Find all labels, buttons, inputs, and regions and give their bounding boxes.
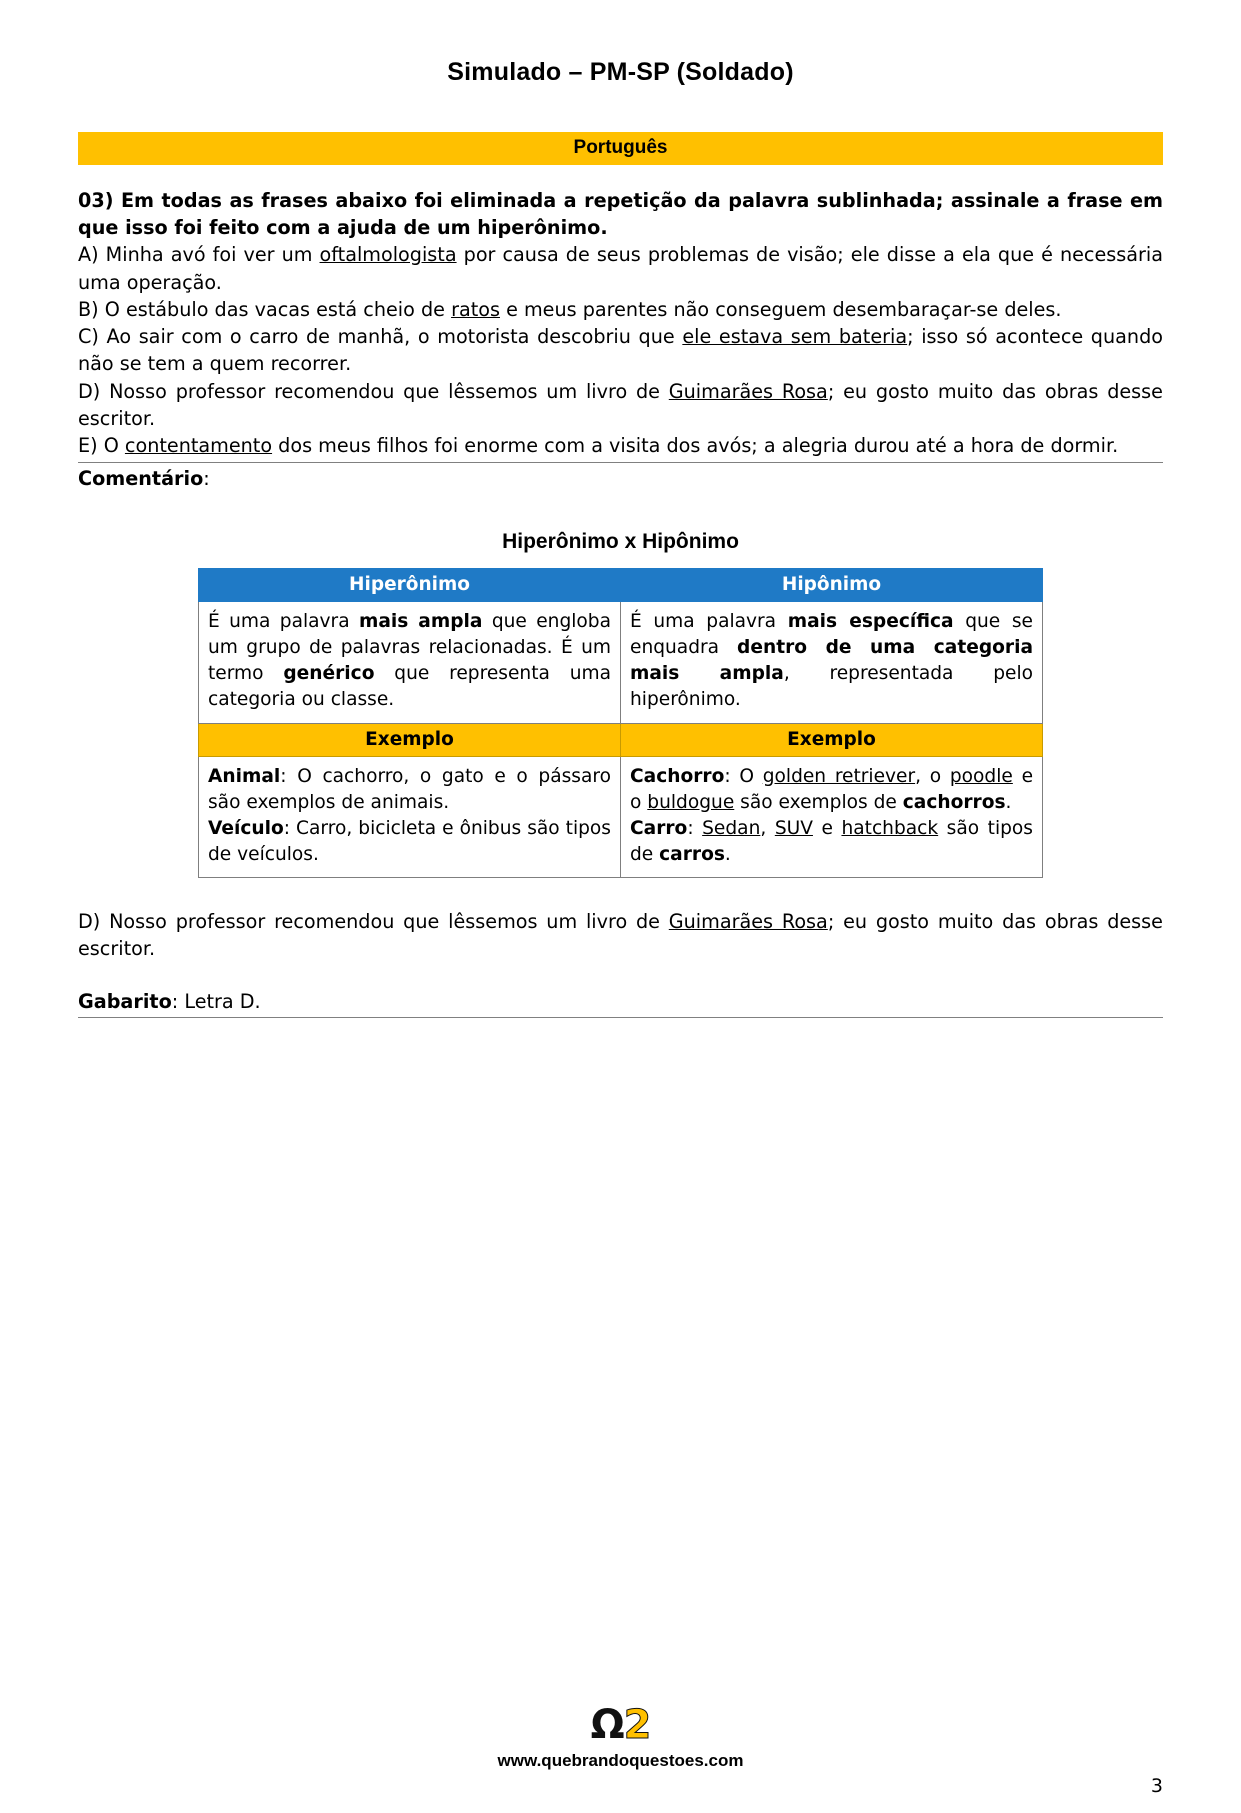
alternative-b-pre: O estábulo das vacas está cheio de — [98, 297, 452, 321]
example-right-cachorro-colon: : — [724, 765, 740, 787]
example-left-animal — [208, 764, 611, 816]
alternative-d-pre: Nosso professor recomendou que lêssemos um livro de — [100, 379, 669, 403]
example-right-carro-tail-bold: carros — [659, 843, 725, 865]
document-content — [78, 187, 1163, 1018]
example-right-cachorro-u3: buldogue — [647, 791, 735, 813]
def-left-part2: que engloba um grupo de palavras relacionadas. É um termo — [208, 611, 611, 685]
definition-hiponimo-text — [630, 609, 1033, 713]
example-right-carro — [630, 816, 1033, 868]
page-footer — [0, 1702, 1241, 1771]
example-left-veiculo-colon: : — [283, 817, 297, 839]
alternative-d — [78, 378, 1163, 433]
alternative-e — [78, 432, 1163, 459]
alternative-e-letter: E) — [78, 434, 98, 458]
examples-hiperonimo — [199, 756, 621, 877]
def-left-part1: É uma palavra — [208, 611, 359, 633]
example-right-cachorro-lead: O — [739, 765, 763, 787]
page-title: Simulado – PM-SP (Soldado) — [447, 58, 794, 86]
example-right-cachorro-sep2: e o — [630, 765, 1034, 813]
alternative-b-letter: B) — [78, 297, 99, 321]
omega-icon: Ω — [590, 1702, 624, 1748]
example-right-cachorro-tail-post: . — [1005, 791, 1012, 813]
example-right-carro-u3: hatchback — [841, 817, 939, 839]
example-left-animal-text: O cachorro, o gato e o pássaro são exemplos de animais. — [208, 765, 611, 813]
example-left-animal-colon: : — [280, 765, 298, 787]
alternative-c-post: ; isso só acontece quando não se tem a quem recorrer. — [78, 325, 1163, 376]
resolution-underlined: Guimarães Rosa — [668, 909, 828, 933]
example-right-carro-sep1: , — [760, 817, 775, 839]
alternative-d-underlined: Guimarães Rosa — [668, 379, 828, 403]
alternative-d-post: ; eu gosto muito das obras desse escritor. — [78, 379, 1163, 430]
example-right-carro-colon: : — [687, 817, 703, 839]
alternative-d-letter: D) — [78, 379, 101, 403]
footer-website-url: www.quebrandoquestoes.com — [497, 1751, 744, 1770]
document-page — [0, 58, 1241, 1813]
example-right-carro-tail-post: . — [724, 843, 731, 865]
example-right-carro-sep2: e — [812, 817, 842, 839]
question-block — [78, 187, 1163, 460]
alternative-b — [78, 296, 1163, 323]
alternative-c — [78, 323, 1163, 378]
example-right-carro-tail-pre: são tipos de — [630, 817, 1033, 865]
subject-banner-portugues: Português — [78, 132, 1163, 165]
gabarito-label: Gabarito — [78, 990, 172, 1014]
def-left-part3: que representa uma categoria ou classe. — [208, 663, 611, 711]
gabarito-line — [78, 990, 1163, 1013]
example-right-carro-u2: SUV — [774, 817, 813, 839]
comentario-colon: : — [203, 466, 210, 490]
example-right-cachorro — [630, 764, 1033, 816]
definition-hiperonimo — [199, 602, 621, 723]
question-stem: 03) Em todas as frases abaixo foi eliminada a repetição da palavra sublinhada; assinale a frase em que isso foi feito com a ajuda de um hiperônimo. — [78, 188, 1163, 240]
comentario-line — [78, 466, 1163, 493]
table-header-exemplo-right: Exemplo — [621, 723, 1043, 756]
hiperonimo-hiponimo-table — [198, 568, 1043, 877]
alternative-a-post: por causa de seus problemas de visão; ele disse a ela que é necessária uma operação. — [78, 243, 1164, 294]
comentario-label: Comentário — [78, 466, 204, 490]
alternative-b-post: e meus parentes não conseguem desembaraçar-se deles. — [499, 297, 1062, 321]
table-example-row — [199, 756, 1043, 877]
def-left-bold1: mais ampla — [358, 611, 483, 633]
alternative-a-letter: A) — [78, 243, 99, 267]
example-right-cachorro-u2: poodle — [949, 765, 1013, 787]
resolution-pre: Nosso professor recomendou que lêssemos um livro de — [100, 909, 669, 933]
resolution-paragraph — [78, 908, 1163, 963]
table-example-header-row — [199, 723, 1043, 756]
example-left-veiculo-term: Veículo — [208, 817, 284, 839]
page-number: 3 — [1150, 1775, 1163, 1797]
table-header-exemplo-left: Exemplo — [199, 723, 621, 756]
alternative-e-pre: O — [97, 434, 125, 458]
gabarito-value: : Letra D. — [171, 990, 261, 1014]
alternative-c-pre: Ao sair com o carro de manhã, o motorista descobriu que — [98, 325, 683, 349]
table-header-hiponimo: Hipônimo — [621, 569, 1043, 602]
alternative-a — [78, 241, 1163, 296]
alternative-b-underlined: ratos — [451, 297, 500, 321]
example-right-cachorro-u1: golden retriever — [762, 765, 916, 787]
alternative-e-post: dos meus filhos foi enorme com a visita dos avós; a alegria durou até a hora de dormir. — [272, 434, 1119, 458]
table-title: Hiperônimo x Hipônimo — [502, 530, 739, 554]
comentario-section — [78, 462, 1163, 493]
alternative-c-underlined: ele estava sem bateria — [682, 325, 908, 349]
alternative-a-underlined: oftalmologista — [319, 243, 457, 267]
table-definition-row — [199, 602, 1043, 723]
def-left-bold2: genérico — [283, 663, 375, 685]
table-header-hiperonimo: Hiperônimo — [199, 569, 621, 602]
example-right-cachorro-tail-pre: são exemplos de — [734, 791, 903, 813]
alternative-e-underlined: contentamento — [124, 434, 273, 458]
def-right-part2: que se enquadra — [630, 611, 1033, 659]
definition-hiperonimo-text — [208, 609, 611, 713]
gabarito-section — [78, 990, 1163, 1018]
examples-hiponimo — [621, 756, 1043, 877]
example-left-animal-term: Animal — [208, 765, 281, 787]
def-right-bold1: mais específica — [787, 611, 954, 633]
def-right-part1: É uma palavra — [630, 611, 788, 633]
example-left-veiculo — [208, 816, 611, 868]
def-right-part3: , representada pelo hiperônimo. — [630, 663, 1033, 711]
example-right-cachorro-sep1: , o — [915, 765, 950, 787]
example-right-carro-term: Carro — [630, 817, 688, 839]
example-right-carro-u1: Sedan — [702, 817, 761, 839]
definition-hiponimo — [621, 602, 1043, 723]
logo-two: 2 — [623, 1702, 651, 1748]
alternative-a-pre: Minha avó foi ver um — [98, 243, 320, 267]
resolution-post: ; eu gosto muito das obras desse escritor. — [78, 909, 1163, 960]
resolution-letter: D) — [78, 909, 101, 933]
brand-logo — [0, 1702, 1241, 1748]
example-left-veiculo-text: Carro, bicicleta e ônibus são tipos de veículos. — [208, 817, 611, 865]
alternative-c-letter: C) — [78, 325, 99, 349]
example-right-cachorro-tail-bold: cachorros — [902, 791, 1006, 813]
def-right-bold2: dentro de uma categoria mais ampla — [630, 637, 1034, 685]
table-header-row — [199, 569, 1043, 602]
example-right-cachorro-term: Cachorro — [630, 765, 725, 787]
